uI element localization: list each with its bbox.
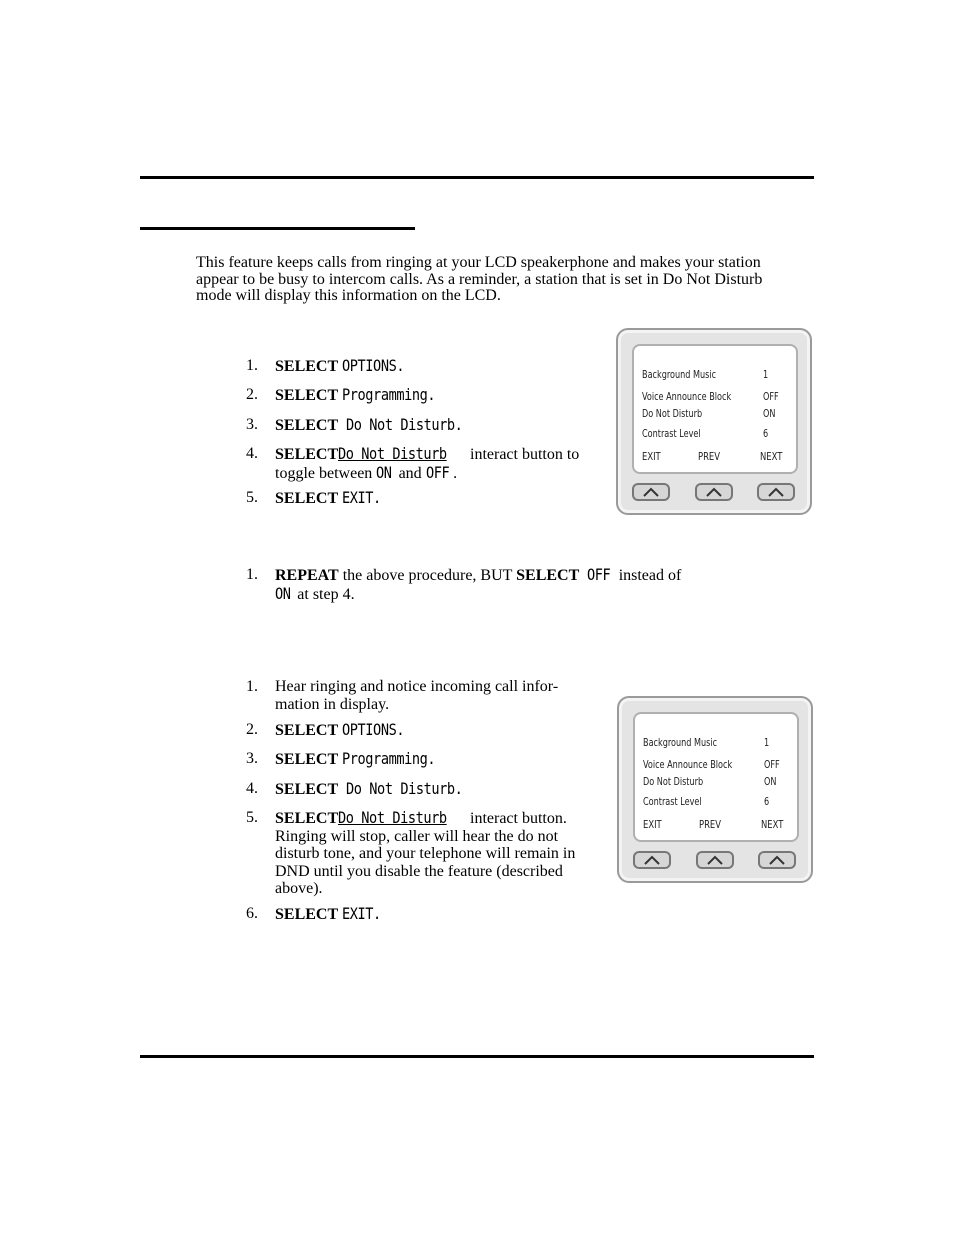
off-value: OFF	[587, 565, 611, 584]
exit-command: EXIT.	[342, 904, 381, 923]
step-number: 2.	[246, 721, 258, 738]
soft-key-next[interactable]	[758, 851, 796, 869]
display-row: Background Music 1	[643, 736, 770, 749]
header-rule	[140, 176, 814, 179]
step-text: SELECT Programming.	[275, 385, 436, 404]
options-command: OPTIONS.	[342, 356, 405, 375]
step-number: 5.	[246, 489, 258, 506]
soft-label-exit: EXIT	[643, 818, 662, 831]
step-text: SELECTDo Not Disturb interact button to toggle between ON and OFF .	[275, 444, 580, 482]
step-number: 4.	[246, 445, 258, 462]
dnd-command: Do Not Disturb.	[346, 779, 463, 798]
dnd-button-label: Do Not Disturb	[338, 444, 447, 463]
step-number: 3.	[246, 416, 258, 433]
soft-key-exit[interactable]	[632, 483, 670, 501]
dnd-command: Do Not Disturb.	[346, 415, 463, 434]
step-text: SELECT EXIT.	[275, 904, 381, 923]
step-text: SELECT Programming.	[275, 749, 436, 768]
chevron-up-icon	[643, 854, 661, 866]
display-row: Voice Announce Block OFF	[643, 758, 780, 771]
step-number: 1.	[246, 566, 258, 583]
soft-key-labels	[642, 450, 788, 464]
step-number: 1.	[246, 357, 258, 374]
soft-label-exit: EXIT	[642, 450, 661, 463]
step-text: SELECT EXIT.	[275, 488, 381, 507]
soft-key-labels	[643, 818, 789, 832]
footer-rule	[140, 1055, 814, 1058]
step-text: SELECT Do Not Disturb.	[275, 415, 463, 434]
lcd-screen	[632, 344, 798, 474]
on-value: ON	[376, 462, 392, 482]
soft-key-prev[interactable]	[695, 483, 733, 501]
section-rule	[140, 227, 415, 230]
display-row: Voice Announce Block OFF	[642, 390, 779, 403]
soft-label-next: NEXT	[760, 450, 783, 463]
intro-paragraph: This feature keeps calls from ringing at your LCD speakerphone and makes your station appear to be busy to intercom calls. As a reminder, a station that is set in Do Not Disturb mode will display this information on the LCD.	[196, 254, 763, 304]
lcd-screen	[633, 712, 799, 842]
step-text: SELECT Do Not Disturb.	[275, 779, 463, 798]
soft-key-next[interactable]	[757, 483, 795, 501]
step-text: Hear ringing and notice incoming call infor- mation in display.	[275, 678, 559, 713]
step-number: 1.	[246, 678, 258, 695]
exit-command: EXIT.	[342, 488, 381, 507]
soft-key-prev[interactable]	[696, 851, 734, 869]
display-row: Contrast Level 6	[642, 427, 769, 440]
step-number: 3.	[246, 750, 258, 767]
step-text: SELECT OPTIONS.	[275, 356, 405, 375]
dnd-button-label: Do Not Disturb	[338, 808, 447, 827]
step-number: 2.	[246, 386, 258, 403]
step-text: SELECTDo Not Disturb interact button. Ringing will stop, caller will hear the do not disturb tone, and your telephone will remain in DND until you disable the feature (described above).	[275, 808, 576, 897]
display-row: Do Not Disturb ON	[642, 407, 776, 420]
chevron-up-icon	[706, 854, 724, 866]
chevron-up-icon	[768, 854, 786, 866]
display-row: Background Music 1	[642, 368, 769, 381]
step-number: 5.	[246, 809, 258, 826]
display-row: Do Not Disturb ON	[643, 775, 777, 788]
chevron-up-icon	[767, 486, 785, 498]
step-text: SELECT OPTIONS.	[275, 720, 405, 739]
options-command: OPTIONS.	[342, 720, 405, 739]
soft-label-prev: PREV	[699, 818, 721, 831]
phone-display-1	[616, 328, 812, 515]
programming-command: Programming.	[342, 385, 436, 404]
soft-label-prev: PREV	[698, 450, 720, 463]
programming-command: Programming.	[342, 749, 436, 768]
chevron-up-icon	[642, 486, 660, 498]
on-value: ON	[275, 583, 291, 603]
step-text: REPEAT the above procedure, BUT SELECT OFF instead of ON at step 4.	[275, 565, 682, 603]
phone-display-2	[617, 696, 813, 883]
chevron-up-icon	[705, 486, 723, 498]
soft-label-next: NEXT	[761, 818, 784, 831]
soft-key-exit[interactable]	[633, 851, 671, 869]
step-number: 4.	[246, 780, 258, 797]
off-value: OFF	[425, 462, 449, 482]
step-number: 6.	[246, 905, 258, 922]
display-row: Contrast Level 6	[643, 795, 770, 808]
